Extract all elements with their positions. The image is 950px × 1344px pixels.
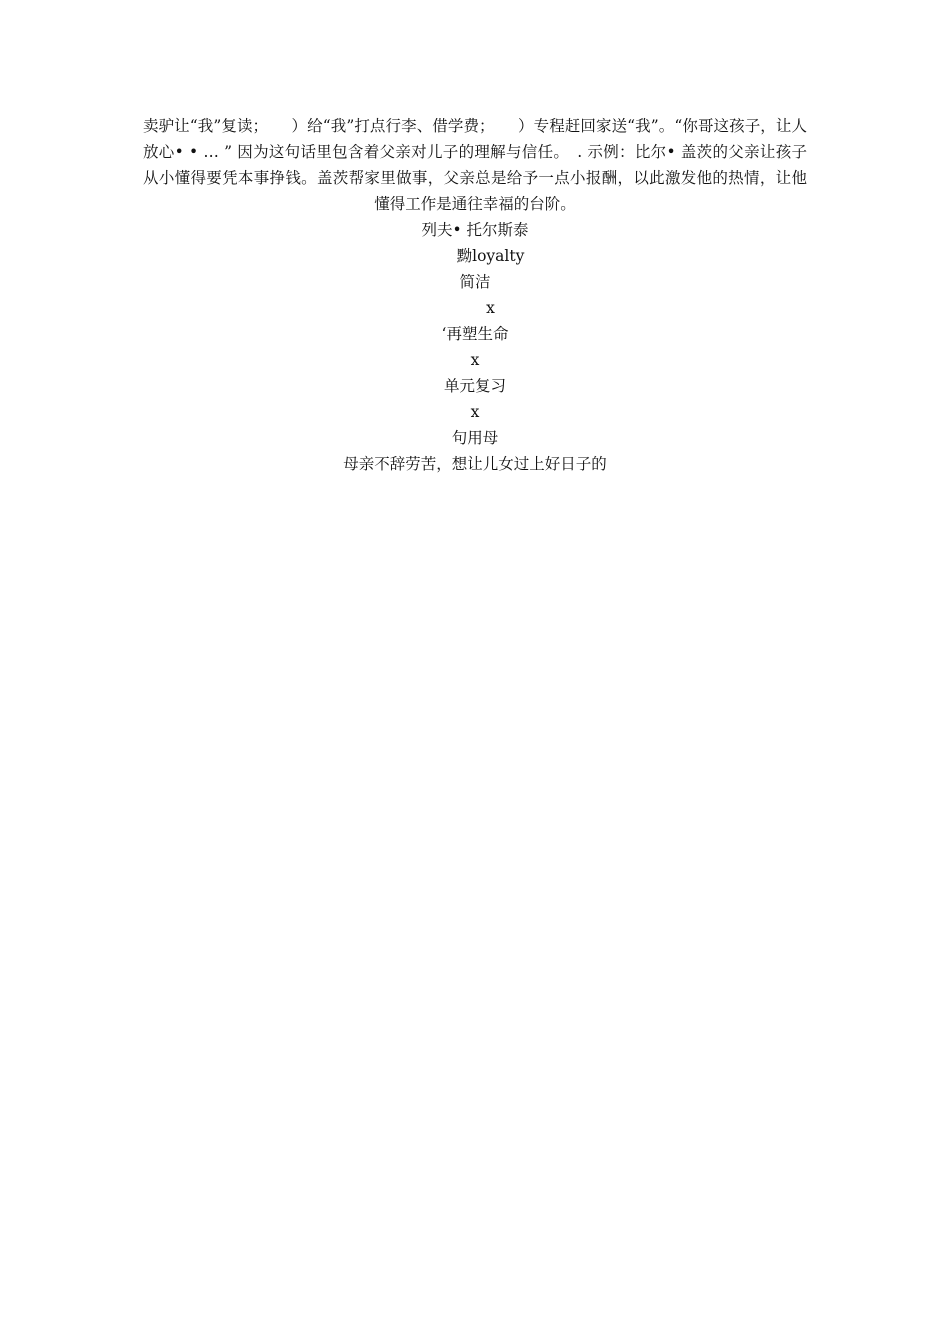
paragraph-tolstoy: 黝loyalty bbox=[456, 247, 525, 265]
heading-concise: 简洁 bbox=[459, 273, 491, 291]
document-page bbox=[143, 113, 807, 477]
closing-line: 母亲不辞劳苦，想让儿女过上好日子的 bbox=[343, 455, 607, 473]
heading-sentence-mother: 句用母 bbox=[451, 429, 499, 447]
paragraph-father: 卖驴让“我”复读； ）给“我”打点行李、借学费； ）专程赶回家送“我”。“你哥这孩子，让人放心• • … ” 因为这句话里包含着父亲对儿子的理解与信任。 . 示例：比尔• 盖茨的父亲让孩子从小懂得要凭本事挣钱。盖茨帮家里做事，父亲总是给予一点小报酬，以此激发他的热情，让他懂得工作是通往幸福的台阶。 bbox=[143, 117, 807, 213]
paragraph-reshape-life: x bbox=[470, 351, 480, 369]
paragraph-unit-review: x bbox=[470, 403, 480, 421]
paragraph-suffering: x bbox=[486, 299, 495, 317]
heading-reshape-life: ‘再塑生命 bbox=[441, 325, 509, 343]
heading-tolstoy: 列夫• 托尔斯泰 bbox=[421, 221, 529, 239]
heading-unit-review: 单元复习 bbox=[443, 377, 506, 395]
